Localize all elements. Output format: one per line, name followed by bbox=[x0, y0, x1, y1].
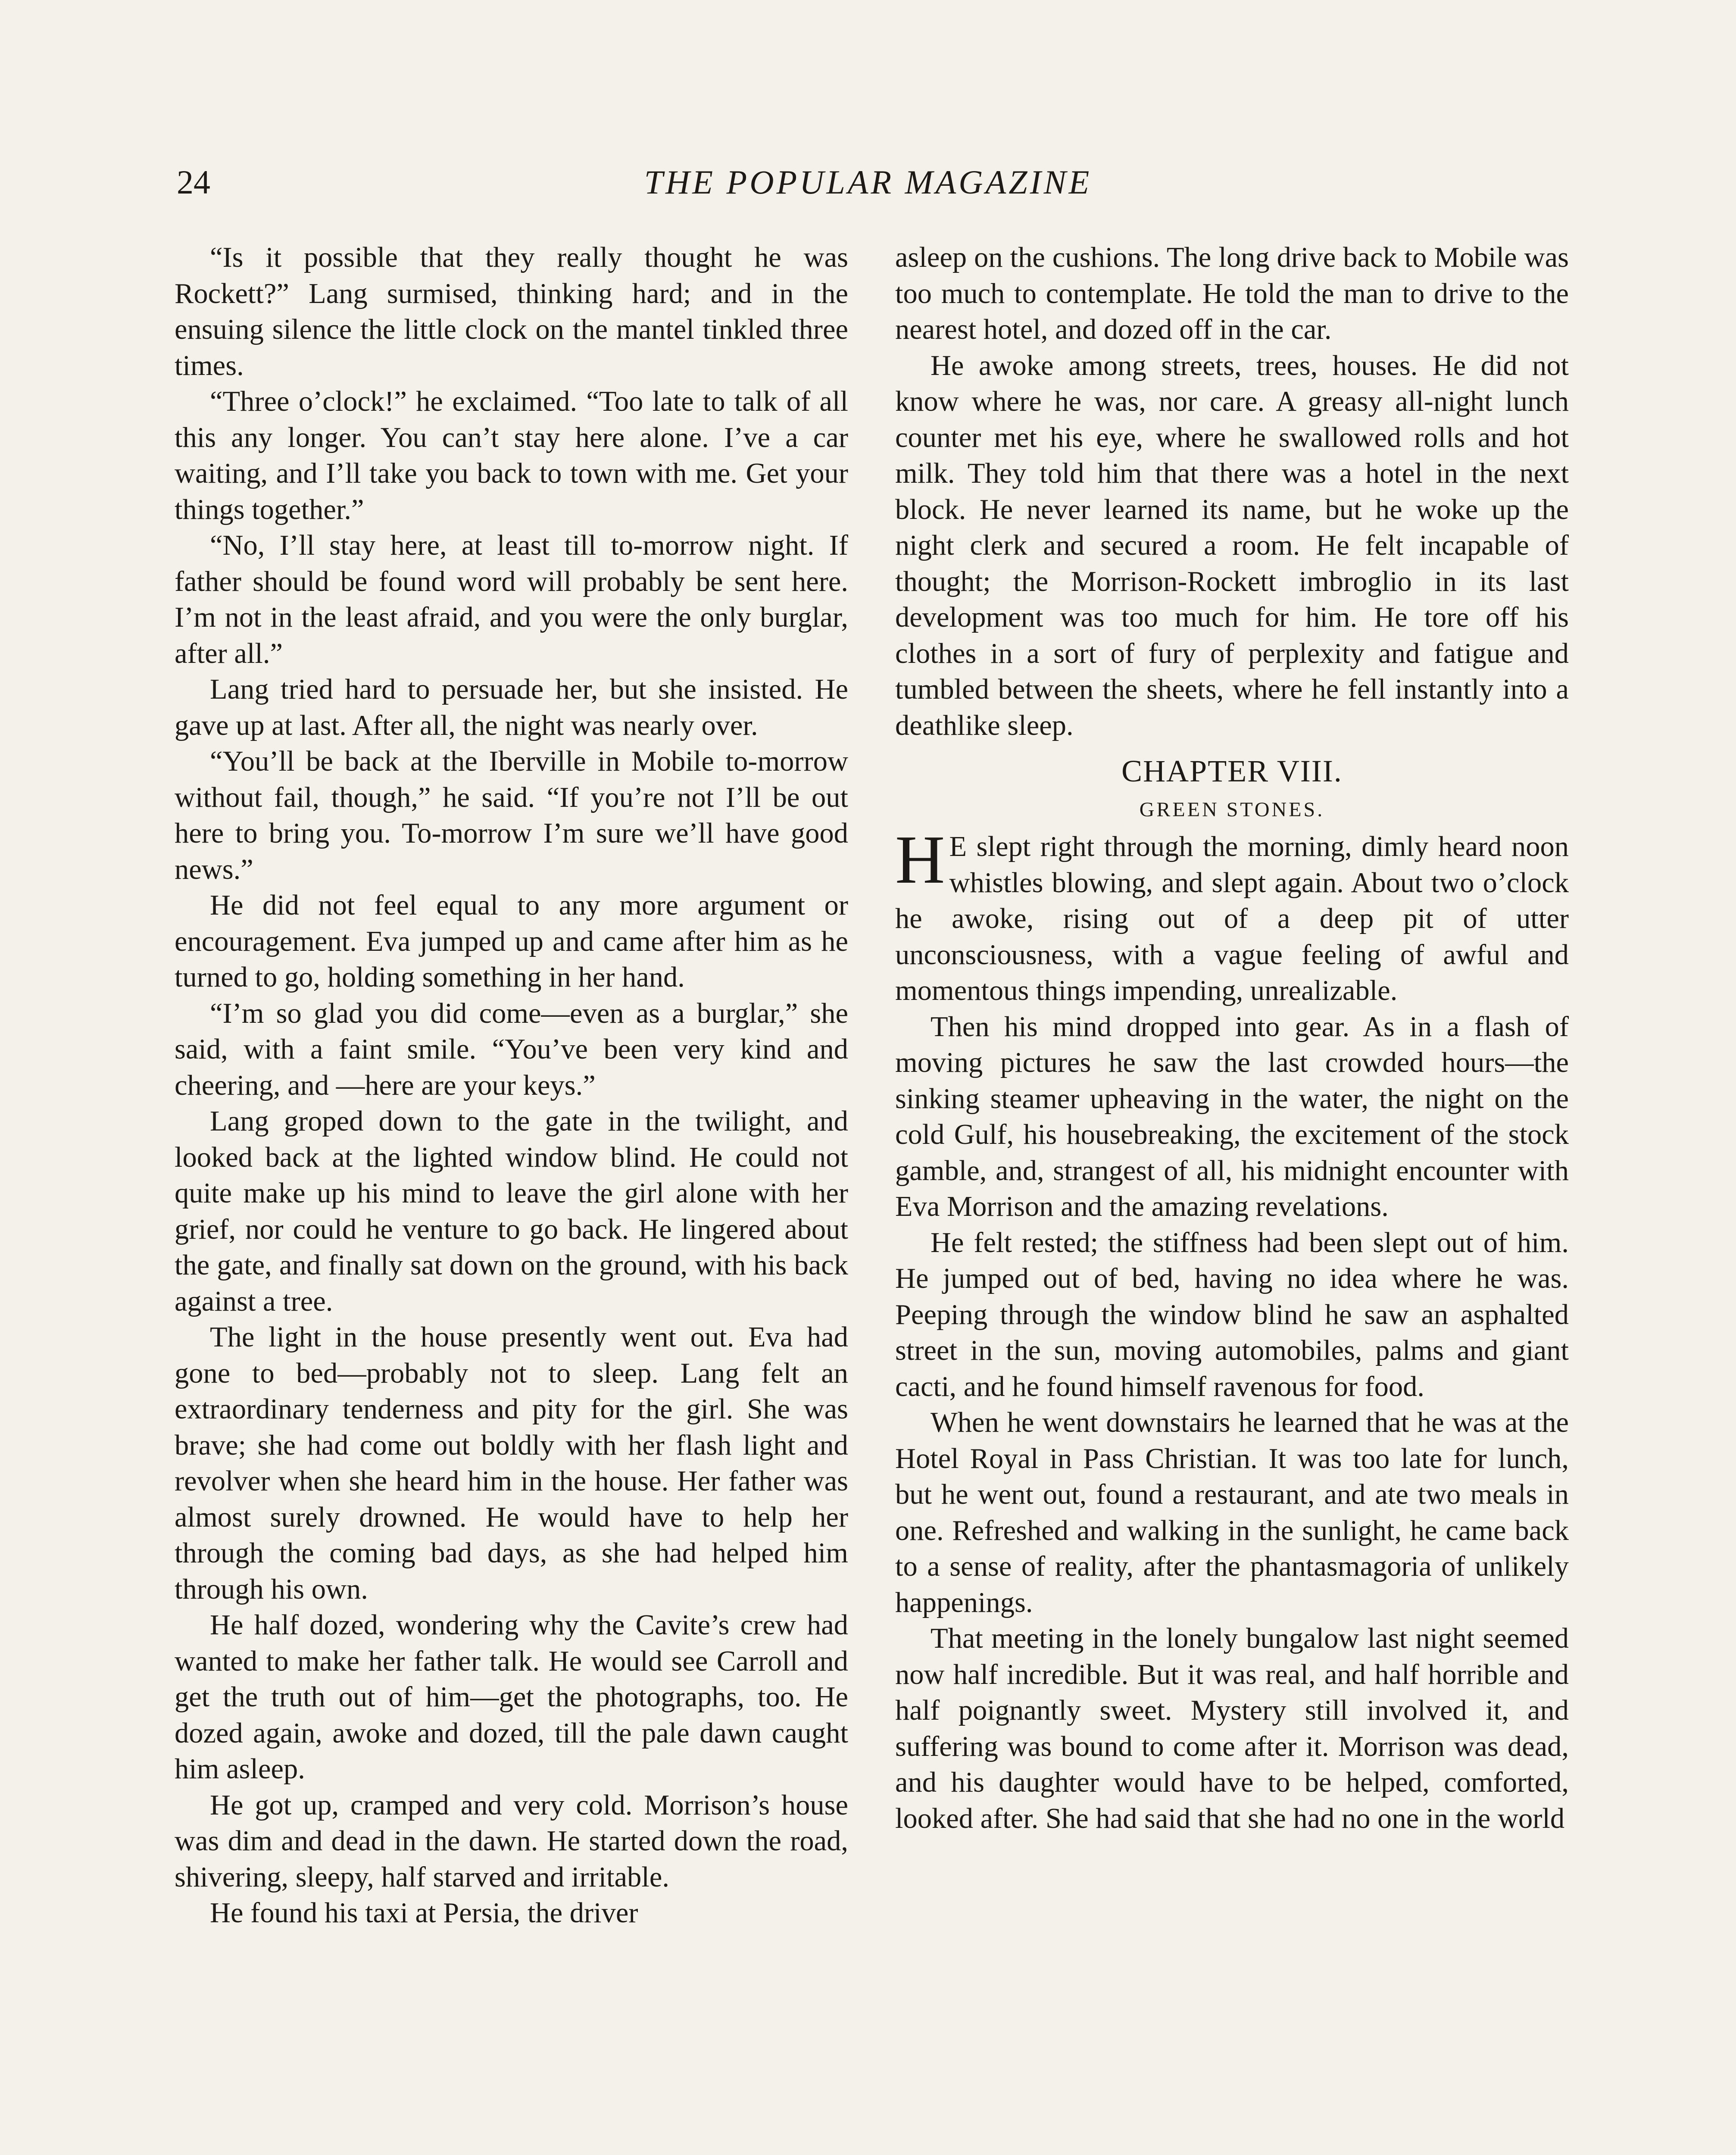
paragraph: That meeting in the lonely bungalow last night seemed now half incredible. But it was real, and half horrible and half poignantly sweet. Mystery still involved it, and suffering was bound to come after it. Morrison was dead, and his daughter would have to be helped, comforted, looked after. She had said that she had no one in the world bbox=[895, 1623, 1569, 1834]
chapter-subtitle: GREEN STONES. bbox=[1139, 798, 1325, 821]
running-head: THE POPULAR MAGAZINE bbox=[644, 163, 1092, 201]
paragraph: “I’m so glad you did come—even as a burglar,” she said, with a faint smile. “You’ve been very kind and cheering, and —here are your keys.” bbox=[175, 997, 848, 1101]
left-column bbox=[175, 240, 848, 1931]
drop-cap: H bbox=[895, 821, 945, 898]
paragraph: He felt rested; the stiffness had been slept out of him. He jumped out of bed, having no idea where he was. Peeping through the window blind he saw an asphalted street in the sun, moving automobiles, palms and giant cacti, and he found himself ravenous for food. bbox=[895, 1227, 1569, 1402]
paragraph: “No, I’ll stay here, at least till to-morrow night. If father should be found word will probably be sent here. I’m not in the least afraid, and you were the only burglar, after all.” bbox=[175, 530, 848, 669]
paragraph-continued: asleep on the cushions. The long drive back to Mobile was too much to contemplate. He told the man to drive to the nearest hotel, and dozed off in the car. bbox=[895, 242, 1569, 345]
paragraph: He found his taxi at Persia, the driver bbox=[210, 1897, 638, 1929]
paragraph: He half dozed, wondering why the Cavite’s crew had wanted to make her father talk. He would see Carroll and get the truth out of him—get the photographs, too. He dozed again, awoke and dozed, till the pale dawn caught him asleep. bbox=[175, 1609, 848, 1785]
paragraph: When he went downstairs he learned that he was at the Hotel Royal in Pass Christian. It was too late for lunch, but he went out, found a restaurant, and ate two meals in one. Refreshed and walking in the sunlight, he came back to a sense of reality, after the phantasmagoria of unlikely happenings. bbox=[895, 1407, 1569, 1618]
paragraph: He awoke among streets, trees, houses. He did not know where he was, nor care. A greasy all-night lunch counter met his eye, where he swallowed rolls and hot milk. They told him that there was a hotel in the next block. He never learned its name, but he woke up the night clerk and secured a room. He felt incapable of thought; the Morrison-Rockett imbroglio in its last development was too much for him. He tore off his clothes in a sort of fury of perplexity and fatigue and tumbled between the sheets, where he fell instantly into a deathlike sleep. bbox=[895, 350, 1569, 741]
paragraph: Lang tried hard to persuade her, but she insisted. He gave up at last. After all, the night was nearly over. bbox=[175, 674, 848, 741]
paragraph: He did not feel equal to any more argument or encouragement. Eva jumped up and came after him as he turned to go, holding something in her hand. bbox=[175, 890, 848, 993]
paragraph: He got up, cramped and very cold. Morrison’s house was dim and dead in the dawn. He started down the road, shivering, sleepy, half starved and irritable. bbox=[175, 1789, 848, 1893]
chapter-opening-paragraph bbox=[895, 821, 1569, 1009]
paragraph: “Is it possible that they really thought he was Rockett?” Lang surmised, thinking hard; and in the ensuing silence the little clock on the mantel tinkled three times. bbox=[175, 242, 848, 381]
paragraph: “You’ll be back at the Iberville in Mobile to-morrow without fail, though,” he said. “If you’re not I’ll be out here to bring you. To-morrow I’m sure we’ll have good news.” bbox=[175, 746, 848, 885]
right-column bbox=[895, 240, 1569, 1836]
paragraph: The light in the house presently went out. Eva had gone to bed—probably not to sleep. Lang felt an extraordinary tenderness and pity for the girl. She was brave; she had come out boldly with her flash light and revolver when she heard him in the house. Her father was almost surely drowned. He would have to help her through the coming bad days, as she had helped him through his own. bbox=[175, 1321, 848, 1605]
chapter-opening-text: E slept right through the morning, dimly heard noon whistles blowing, and slept again. About two o’clock he awoke, rising out of a deep pit of utter unconsciousness, with a vague feeling of awful and momentous things impending, unrealizable. bbox=[895, 831, 1569, 1006]
chapter-title: CHAPTER VIII. bbox=[1121, 754, 1343, 788]
paragraph: “Three o’clock!” he exclaimed. “Too late to talk of all this any longer. You can’t stay here alone. I’ve a car waiting, and I’ll take you back to town with me. Get your things together.” bbox=[175, 386, 848, 525]
page-number: 24 bbox=[177, 163, 210, 201]
paragraph: Lang groped down to the gate in the twilight, and looked back at the lighted window blind. He could not quite make up his mind to leave the girl alone with her grief, nor could he venture to go back. He lingered about the gate, and finally sat down on the ground, with his back against a tree. bbox=[175, 1106, 848, 1317]
paragraph: Then his mind dropped into gear. As in a flash of moving pictures he saw the last crowded hours—the sinking steamer upheaving in the water, the night on the cold Gulf, his housebreaking, the excitement of the stock gamble, and, strangest of all, his midnight encounter with Eva Morrison and the amazing revelations. bbox=[895, 1011, 1569, 1222]
